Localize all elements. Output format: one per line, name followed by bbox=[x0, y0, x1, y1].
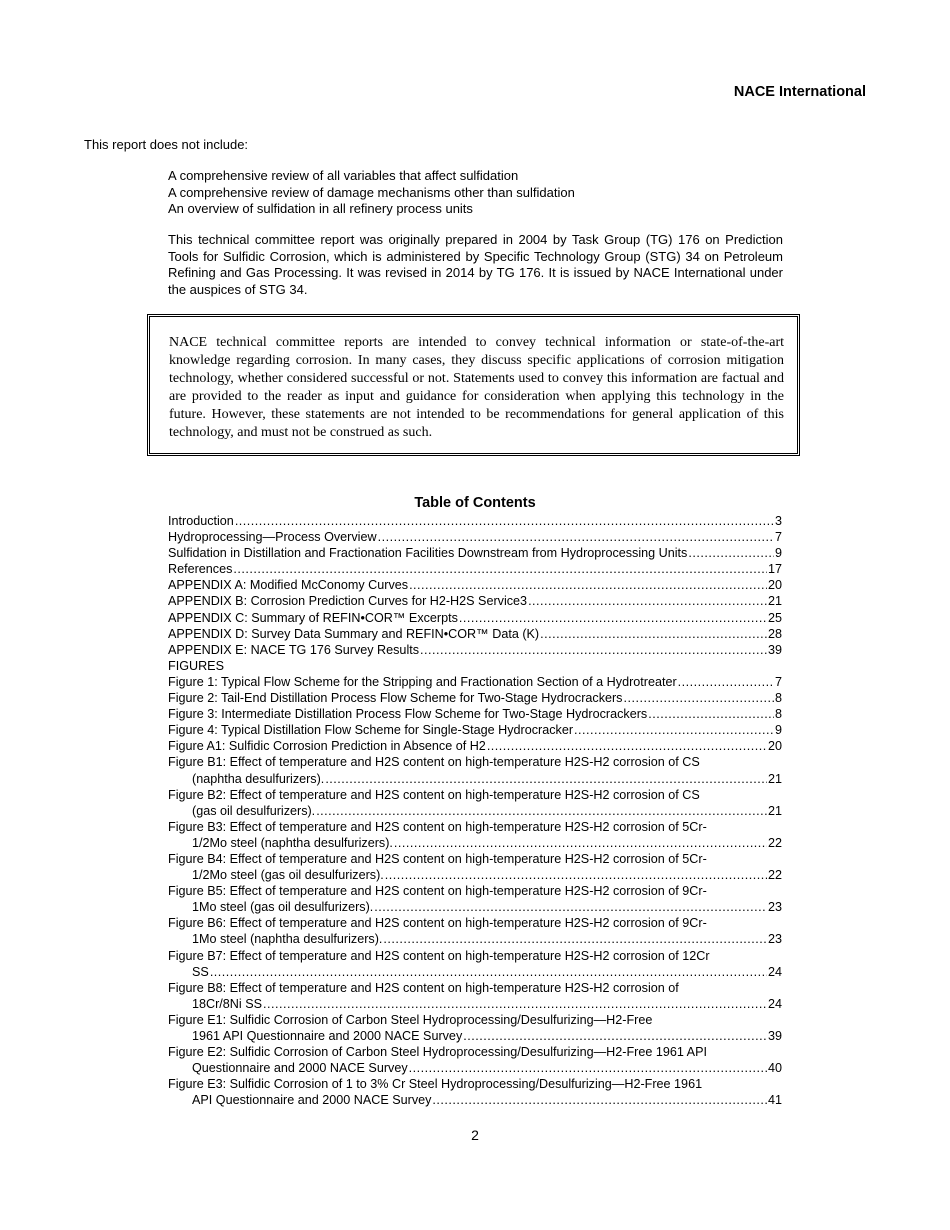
disclaimer-text: NACE technical committee reports are intended to convey technical information or state-of-the-art knowledge regarding corrosion. In many cases, they discuss specific applications of corrosion mitigation technology, whether considered successful or not. Statements used to convey this information are factual and are provided to the reader as input and guidance for consideration when applying this technology in the future. However, these statements are not intended to be recommendations for general application of this technology, and must not be construed as such. bbox=[169, 335, 784, 440]
page-header-org: NACE International bbox=[733, 84, 866, 100]
toc-figure-entry[interactable] bbox=[168, 738, 782, 754]
toc-figure-page: 22 bbox=[767, 835, 782, 850]
toc-figure-page: 8 bbox=[774, 691, 782, 706]
toc-figure-page: 8 bbox=[774, 707, 782, 722]
table-of-contents bbox=[168, 513, 782, 1108]
toc-figure-page: 24 bbox=[767, 964, 782, 979]
toc-entry-title: Hydroprocessing—Process Overview bbox=[168, 530, 377, 545]
toc-entry-title: APPENDIX A: Modified McConomy Curves bbox=[168, 578, 409, 593]
toc-entry[interactable] bbox=[168, 513, 782, 529]
toc-figure-page: 20 bbox=[767, 739, 782, 754]
toc-entry-title: APPENDIX E: NACE TG 176 Survey Results bbox=[168, 642, 420, 657]
toc-figure-title-cont: 1/2Mo steel (naphtha desulfurizers). bbox=[192, 835, 393, 850]
toc-figure-title-cont: (gas oil desulfurizers). bbox=[192, 803, 316, 818]
toc-figure-page: 21 bbox=[767, 803, 782, 818]
toc-figure-entry[interactable] bbox=[168, 787, 782, 819]
toc-figure-title-cont: 1961 API Questionnaire and 2000 NACE Survey bbox=[192, 1029, 463, 1043]
toc-figure-page: 22 bbox=[767, 868, 782, 883]
toc-figure-page: 21 bbox=[767, 771, 782, 786]
toc-figure-title: Figure B2: Effect of temperature and H2S content on high-temperature H2S-H2 corrosion of CS bbox=[168, 787, 700, 802]
toc-figure-entry[interactable] bbox=[168, 948, 782, 980]
toc-figure-title: Figure 4: Typical Distillation Flow Scheme for Single-Stage Hydrocracker bbox=[168, 723, 574, 738]
toc-figure-title: Figure 1: Typical Flow Scheme for the Stripping and Fractionation Section of a Hydrotreater bbox=[168, 674, 677, 689]
toc-figure-title: Figure B3: Effect of temperature and H2S content on high-temperature H2S-H2 corrosion of 5Cr- bbox=[168, 819, 707, 834]
toc-figure-entry[interactable] bbox=[168, 690, 782, 706]
toc-figure-title: Figure B8: Effect of temperature and H2S content on high-temperature H2S-H2 corrosion of bbox=[168, 980, 679, 995]
toc-figure-entry[interactable] bbox=[168, 851, 782, 883]
toc-figure-entry[interactable] bbox=[168, 915, 782, 947]
toc-figure-entry[interactable] bbox=[168, 1076, 782, 1108]
toc-figure-title-cont: Questionnaire and 2000 NACE Survey bbox=[192, 1061, 408, 1076]
toc-figure-title: Figure B1: Effect of temperature and H2S content on high-temperature H2S-H2 corrosion of CS bbox=[168, 755, 700, 770]
history-paragraph: This technical committee report was originally prepared in 2004 by Task Group (TG) 176 on Prediction Tools for Sulfidic Corrosion, which is administered by Specific Technology Group (STG) 34 on Petroleum Refining and Gas Processing. It was revised in 2014 by TG 176. It is issued by NACE International under the auspices of STG 34. bbox=[168, 232, 783, 297]
toc-entry-page: 7 bbox=[774, 530, 782, 545]
toc-entry-page: 39 bbox=[767, 642, 782, 657]
toc-figure-entry[interactable] bbox=[168, 819, 782, 851]
toc-figure-title: Figure 2: Tail-End Distillation Process Flow Scheme for Two-Stage Hydrocrackers bbox=[168, 691, 623, 706]
exclusion-item: An overview of sulfidation in all refinery process units bbox=[168, 201, 473, 216]
toc-figure-title: Figure B7: Effect of temperature and H2S content on high-temperature H2S-H2 corrosion of 12Cr bbox=[168, 948, 710, 963]
toc-entry[interactable] bbox=[168, 626, 782, 642]
toc-figure-entry[interactable] bbox=[168, 1012, 782, 1044]
toc-entry-title: References bbox=[168, 562, 233, 577]
toc-entry[interactable] bbox=[168, 642, 782, 658]
toc-entry-page: 3 bbox=[774, 514, 782, 528]
toc-figure-title: Figure 3: Intermediate Distillation Process Flow Scheme for Two-Stage Hydrocrackers bbox=[168, 707, 648, 722]
toc-entry-title: APPENDIX B: Corrosion Prediction Curves for H2-H2S Service3 bbox=[168, 594, 528, 609]
toc-figure-title-cont: 1/2Mo steel (gas oil desulfurizers). bbox=[192, 868, 384, 883]
disclaimer-box bbox=[147, 314, 800, 456]
toc-figure-page: 7 bbox=[774, 674, 782, 689]
toc-entry-page: 28 bbox=[767, 626, 782, 641]
page-number: 2 bbox=[471, 1127, 479, 1143]
toc-figure-title: Figure B6: Effect of temperature and H2S content on high-temperature H2S-H2 corrosion of 9Cr- bbox=[168, 916, 707, 931]
toc-figure-title: Figure A1: Sulfidic Corrosion Prediction in Absence of H2 bbox=[168, 739, 486, 754]
toc-figure-title-cont: 1Mo steel (gas oil desulfurizers). bbox=[192, 900, 374, 915]
toc-entry-page: 25 bbox=[767, 610, 782, 625]
toc-figure-page: 9 bbox=[774, 723, 782, 738]
toc-entry[interactable] bbox=[168, 545, 782, 561]
toc-figure-title-cont: 18Cr/8Ni SS bbox=[192, 996, 262, 1011]
toc-entry-title: APPENDIX D: Survey Data Summary and REFIN•COR™ Data (K) bbox=[168, 626, 540, 641]
toc-entry[interactable] bbox=[168, 610, 782, 626]
toc-figure-page: 23 bbox=[767, 932, 782, 947]
toc-entry-title: Sulfidation in Distillation and Fractionation Facilities Downstream from Hydroprocessing Units bbox=[168, 546, 688, 561]
toc-figure-title-cont: (naphtha desulfurizers). bbox=[192, 771, 325, 786]
toc-entry[interactable] bbox=[168, 577, 782, 593]
toc-entry-page: 9 bbox=[774, 546, 782, 561]
exclusion-list bbox=[168, 168, 575, 218]
toc-figure-page: 40 bbox=[767, 1061, 782, 1076]
toc-figure-title: Figure B5: Effect of temperature and H2S content on high-temperature H2S-H2 corrosion of 9Cr- bbox=[168, 884, 707, 899]
figures-heading: FIGURES bbox=[168, 658, 224, 673]
toc-figure-page: 41 bbox=[767, 1093, 782, 1108]
toc-entry[interactable] bbox=[168, 561, 782, 577]
toc-figure-title: Figure B4: Effect of temperature and H2S content on high-temperature H2S-H2 corrosion of 5Cr- bbox=[168, 851, 707, 866]
toc-figure-page: 39 bbox=[767, 1029, 782, 1043]
exclusion-item: A comprehensive review of damage mechanisms other than sulfidation bbox=[168, 184, 575, 200]
intro-lead: This report does not include: bbox=[84, 137, 249, 152]
toc-figure-title: Figure E3: Sulfidic Corrosion of 1 to 3% Cr Steel Hydroprocessing/Desulfurizing—H2-Free 1961 bbox=[168, 1077, 703, 1092]
toc-entry[interactable] bbox=[168, 529, 782, 545]
toc-entry-page: 21 bbox=[767, 594, 782, 609]
toc-title: Table of Contents bbox=[414, 495, 536, 511]
toc-figure-title: Figure E1: Sulfidic Corrosion of Carbon Steel Hydroprocessing/Desulfurizing—H2-Free bbox=[168, 1012, 653, 1027]
toc-figure-entry[interactable] bbox=[168, 883, 782, 915]
toc-figure-entry[interactable] bbox=[168, 754, 782, 786]
toc-entry-title: Introduction bbox=[168, 514, 234, 528]
toc-figure-title-cont: 1Mo steel (naphtha desulfurizers). bbox=[192, 932, 383, 947]
toc-figure-title-cont: API Questionnaire and 2000 NACE Survey bbox=[192, 1093, 432, 1108]
toc-entry[interactable] bbox=[168, 593, 782, 609]
toc-entry-title: APPENDIX C: Summary of REFIN•COR™ Excerpts bbox=[168, 610, 458, 625]
toc-figure-title: Figure E2: Sulfidic Corrosion of Carbon Steel Hydroprocessing/Desulfurizing—H2-Free 1961 API bbox=[168, 1045, 707, 1060]
toc-entry-page: 17 bbox=[767, 562, 782, 577]
exclusion-item: A comprehensive review of all variables that affect sulfidation bbox=[168, 168, 519, 183]
toc-figure-entry[interactable] bbox=[168, 706, 782, 722]
toc-figure-entry[interactable] bbox=[168, 980, 782, 1012]
toc-figure-entry[interactable] bbox=[168, 674, 782, 690]
toc-figure-title-cont: SS bbox=[192, 964, 209, 979]
toc-figure-page: 24 bbox=[767, 996, 782, 1011]
toc-figure-page: 23 bbox=[767, 900, 782, 915]
toc-entry-page: 20 bbox=[767, 578, 782, 593]
toc-figure-entry[interactable] bbox=[168, 1044, 782, 1076]
toc-figure-entry[interactable] bbox=[168, 722, 782, 738]
